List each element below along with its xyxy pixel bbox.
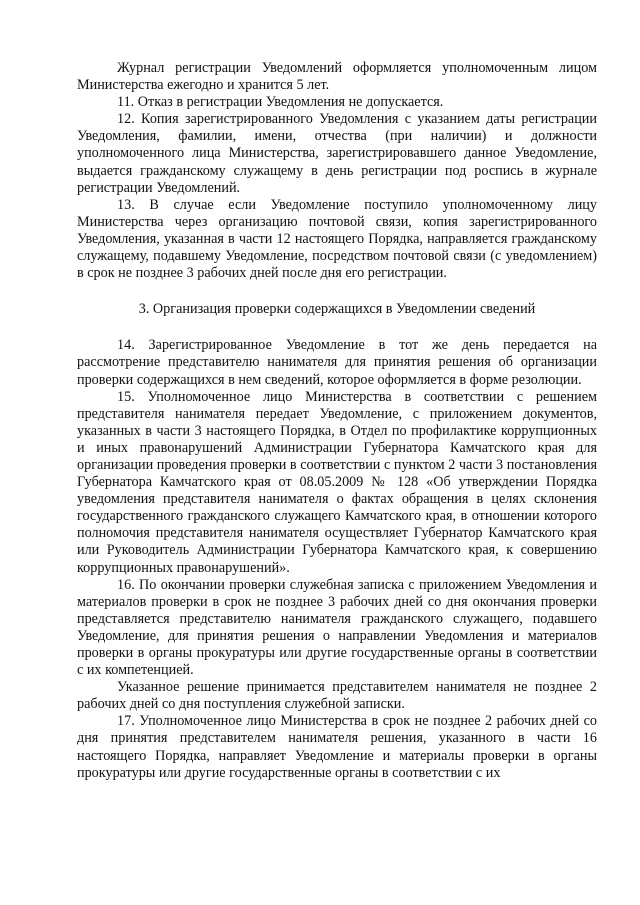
paragraph-16: 16. По окончании проверки служебная записка с приложением Уведомления и материалов проверки в срок не позднее 3 рабочих дней со дня окончания проверки представляется представителю нанимателя гражданского служащего, подавшего Уведомление, для принятия решения о направлении Уведомления и материалов проверки в органы прокуратуры или другие государственные органы в соответствии с их компетенцией. [77,576,597,679]
paragraph-14: 14. Зарегистрированное Уведомление в тот же день передается на рассмотрение представителю нанимателя для принятия решения об организации проверки содержащихся в нем сведений, которое оформляется в форме резолюции. [77,337,597,388]
paragraph-16-decision: Указанное решение принимается представителем нанимателя не позднее 2 рабочих дней со дня поступления служебной записки. [77,679,597,713]
paragraph-17: 17. Уполномоченное лицо Министерства в срок не позднее 2 рабочих дней со дня принятия представителем нанимателя решения, указанного в части 16 настоящего Порядка, направляет Уведомление и материалы проверки в органы прокуратуры или другие государственные органы в соответствии с их [77,713,597,781]
paragraph-journal: Журнал регистрации Уведомлений оформляется уполномоченным лицом Министерства ежегодно и хранится 5 лет. [77,60,597,94]
paragraph-15: 15. Уполномоченное лицо Министерства в соответствии с решением представителя нанимателя передает Уведомление, с приложением документов, указанных в части 3 настоящего Порядка, в Отдел по профилактике коррупционных и иных правонарушений Администрации Губернатора Камчатского края для организации проведения проверки в соответствии с пунктом 2 части 3 постановления Губернатора Камчатского края от 08.05.2009 № 128 «Об утверждении Порядка уведомления представителя нанимателя о фактах обращения в целях склонения государственного гражданского служащего Камчатского края, в отношении которого полномочия представителя нанимателя осуществляет Губернатор Камчатского края или Руководитель Администрации Губернатора Камчатского края, к совершению коррупционных правонарушений». [77,388,597,576]
paragraph-11: 11. Отказ в регистрации Уведомления не допускается. [117,94,444,111]
document-body [77,60,597,782]
paragraph-13: 13. В случае если Уведомление поступило уполномоченному лицу Министерства через организацию почтовой связи, копия зарегистрированного Уведомления, указанная в части 12 настоящего Порядка, направляется гражданскому служащему, подавшему Уведомление, посредством почтовой связи (с уведомлением) в срок не позднее 3 рабочих дней после дня его регистрации. [77,196,597,282]
paragraph-12: 12. Копия зарегистрированного Уведомления с указанием даты регистрации Уведомления, фамилии, имени, отчества (при наличии) и должности уполномоченного лица Министерства, зарегистрировавшего данное Уведомление, выдается гражданскому служащему в день регистрации под роспись в журнале регистрации Уведомлений. [77,111,597,196]
section-heading: 3. Организация проверки содержащихся в Уведомлении сведений [138,301,536,318]
